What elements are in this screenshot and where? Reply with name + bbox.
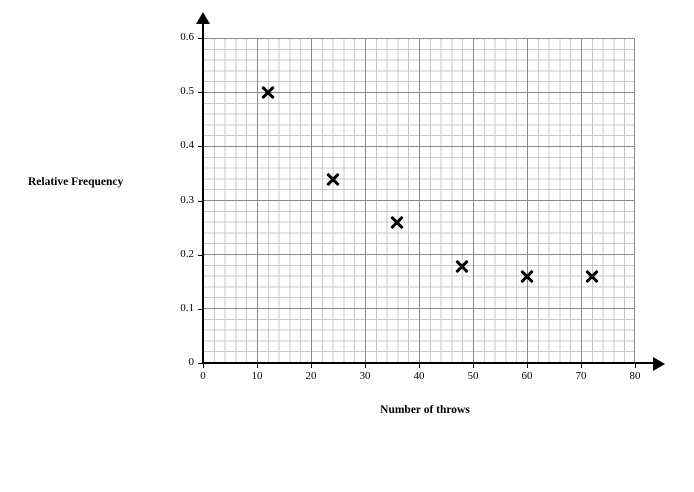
y-tick-label: 0.5 bbox=[180, 85, 194, 98]
y-tick bbox=[198, 363, 203, 364]
x-tick bbox=[635, 363, 636, 368]
x-tick-label: 0 bbox=[200, 370, 206, 382]
x-axis-line bbox=[202, 362, 657, 364]
plot-grid bbox=[203, 38, 635, 362]
y-tick-label: 0.6 bbox=[180, 31, 194, 43]
x-tick-label: 10 bbox=[251, 370, 263, 382]
x-tick-label: 40 bbox=[413, 370, 425, 382]
x-tick-label: 20 bbox=[305, 370, 317, 382]
y-tick-label: 0.1 bbox=[180, 301, 194, 314]
x-tick-label: 80 bbox=[629, 370, 641, 382]
y-tick-label: 0.3 bbox=[180, 193, 194, 206]
y-tick bbox=[198, 201, 203, 202]
x-axis-arrow-icon bbox=[653, 357, 665, 371]
x-tick bbox=[581, 363, 582, 368]
x-tick bbox=[203, 363, 204, 368]
y-tick-label: 0.4 bbox=[180, 139, 194, 152]
y-tick bbox=[198, 38, 203, 39]
y-tick bbox=[198, 92, 203, 93]
x-tick bbox=[257, 363, 258, 368]
x-tick-label: 50 bbox=[467, 370, 479, 382]
x-tick bbox=[419, 363, 420, 368]
y-tick bbox=[198, 255, 203, 256]
x-tick bbox=[311, 363, 312, 368]
x-tick-label: 60 bbox=[521, 370, 533, 382]
y-tick-label: 0 bbox=[188, 356, 194, 368]
x-tick-label: 30 bbox=[359, 370, 371, 382]
x-axis-title: Number of throws bbox=[380, 404, 470, 416]
plot-top-border bbox=[203, 38, 635, 39]
x-tick-label: 70 bbox=[575, 370, 587, 382]
x-tick bbox=[473, 363, 474, 368]
y-axis-title: Relative Frequency bbox=[28, 176, 124, 188]
y-axis-arrow-icon bbox=[196, 12, 210, 24]
x-tick bbox=[365, 363, 366, 368]
plot-right-border bbox=[634, 38, 635, 363]
x-tick bbox=[527, 363, 528, 368]
y-tick-label: 0.2 bbox=[180, 247, 194, 260]
y-tick bbox=[198, 146, 203, 147]
y-axis-line bbox=[202, 22, 204, 363]
y-tick bbox=[198, 309, 203, 310]
